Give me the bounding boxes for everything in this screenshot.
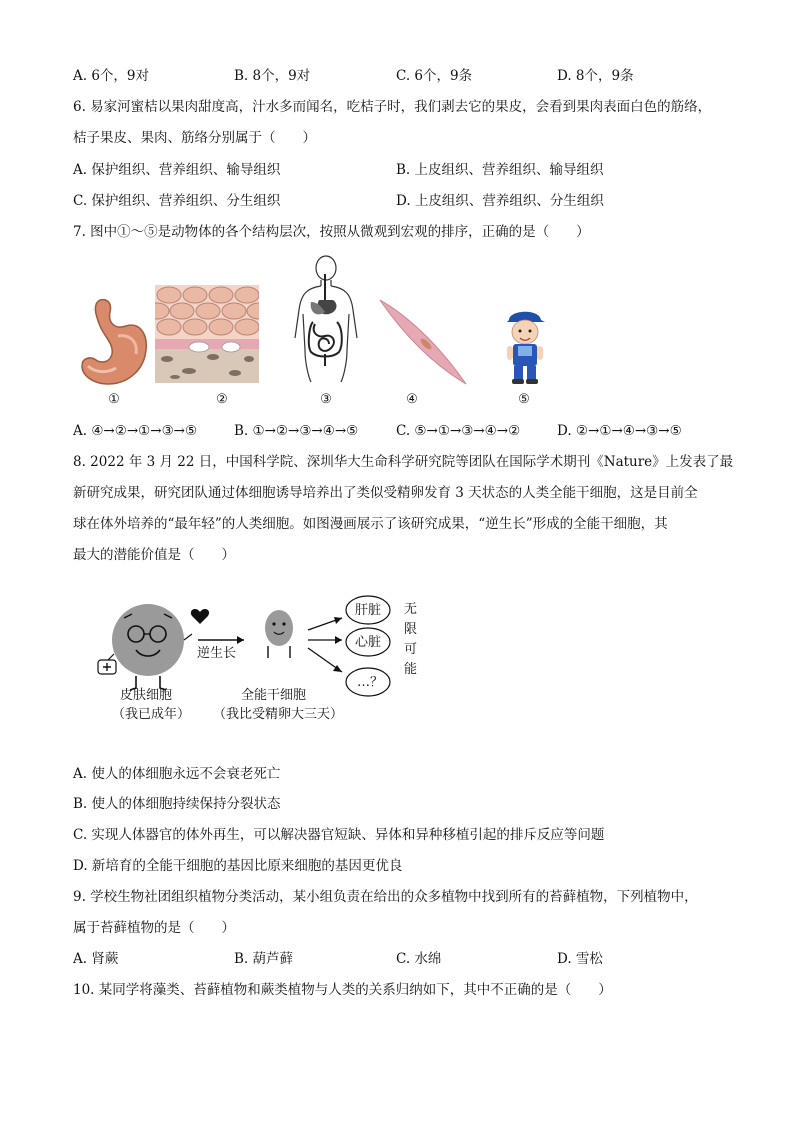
q6-option-d: D. 上皮组织、营养组织、分生组织	[396, 193, 604, 209]
q8-option-c: C. 实现人体器官的体外再生，可以解决器官短缺、异体和异种移植引起的排斥反应等问题	[73, 827, 605, 843]
q7-option-c: C. ⑤→①→③→④→②	[396, 423, 521, 439]
q8-stem-line-2: 新研究成果，研究团队通过体细胞诱导培养出了类似受精卵发育 3 天状态的人类全能干细胞，这是目前全	[73, 485, 698, 501]
q8-stem-line-3: 球在体外培养的“最年轻”的人类细胞。如图漫画展示了该研究成果，“逆生长”形成的全能干细胞，其	[73, 516, 668, 532]
q8-stem-line-4: 最大的潜能价值是（ ）	[73, 547, 235, 563]
organ-unknown: …？	[357, 675, 384, 690]
reverse-growth-label: 逆生长	[197, 646, 237, 661]
organ-liver: 肝脏	[355, 603, 382, 618]
q7-option-b: B. ①→②→③→④→⑤	[234, 423, 359, 439]
stem-cell-icon	[265, 610, 293, 658]
heart-icon	[191, 609, 209, 624]
q7-option-a: A. ④→②→①→③→⑤	[73, 423, 198, 439]
q10-stem: 10. 某同学将藻类、苔藓植物和蕨类植物与人类的关系归纳如下，其中不正确的是（ ）	[73, 982, 612, 998]
figure-number-1: ①	[108, 392, 120, 407]
q8-option-b: B. 使人的体细胞持续保持分裂状态	[73, 796, 281, 812]
q9-option-b: B. 葫芦藓	[234, 951, 294, 967]
skin-cell-label: 皮肤细胞	[120, 688, 173, 703]
stem-cell-note: （我比受精卵大三天）	[213, 707, 344, 722]
q6-option-c: C. 保护组织、营养组织、分生组织	[73, 193, 281, 209]
q9-option-d: D. 雪松	[557, 951, 603, 967]
vertical-text-2: 限	[404, 622, 418, 637]
q5-option-d: D. 8个，9条	[557, 68, 634, 84]
q8-stem-line-1: 8. 2022 年 3 月 22 日，中国科学院、深圳华大生命科学研究院等团队在国际学术期刊《Nature》上发表了最	[73, 454, 734, 470]
q6-stem-line-2: 桔子果皮、果肉、筋络分别属于（ ）	[73, 130, 316, 146]
vertical-text-1: 无	[404, 602, 418, 617]
organ-heart: 心脏	[355, 635, 382, 650]
q9-option-c: C. 水绵	[396, 951, 442, 967]
q7-option-d: D. ②→①→④→③→⑤	[557, 423, 682, 439]
epithelial-tissue-icon	[155, 285, 259, 383]
skin-cell-note: （我已成年）	[112, 707, 191, 722]
vertical-text-3: 可	[404, 642, 418, 657]
q9-stem-line-1: 9. 学校生物社团组织植物分类活动，某小组负责在给出的众多植物中找到所有的苔藓植物，下列植物中，	[73, 889, 698, 905]
q6-option-b: B. 上皮组织、营养组织、输导组织	[396, 162, 604, 178]
q6-stem-line-1: 6. 易家河蜜桔以果肉甜度高，汁水多而闻名，吃桔子时，我们剥去它的果皮，会看到果肉表面白色的筋络，	[73, 99, 712, 115]
q9-stem-line-2: 属于苔藓植物的是（ ）	[73, 920, 235, 936]
figure-number-3: ③	[320, 392, 332, 407]
vertical-text-4: 能	[404, 662, 418, 677]
muscle-cell-icon	[378, 296, 470, 388]
stem-cell-label: 全能干细胞	[241, 688, 307, 703]
q5-option-c: C. 6个，9条	[396, 68, 473, 84]
skin-cell-icon	[98, 604, 192, 690]
q5-option-b: B. 8个，9对	[234, 68, 311, 84]
q7-stem: 7. 图中①～⑤是动物体的各个结构层次，按照从微观到宏观的排序，正确的是（ ）	[73, 224, 590, 240]
figure-number-4: ④	[406, 392, 418, 407]
boy-cartoon-icon	[499, 306, 549, 386]
figure-number-5: ⑤	[518, 392, 530, 407]
human-body-systems-icon	[289, 254, 363, 384]
stomach-icon	[78, 296, 150, 388]
figure-number-2: ②	[216, 392, 228, 407]
q9-option-a: A. 肾蕨	[73, 951, 119, 967]
q8-option-d: D. 新培育的全能干细胞的基因比原来细胞的基因更优良	[73, 858, 403, 874]
q6-option-a: A. 保护组织、营养组织、输导组织	[73, 162, 281, 178]
q8-option-a: A. 使人的体细胞永远不会衰老死亡	[73, 766, 281, 782]
q5-option-a: A. 6个，9对	[73, 68, 150, 84]
